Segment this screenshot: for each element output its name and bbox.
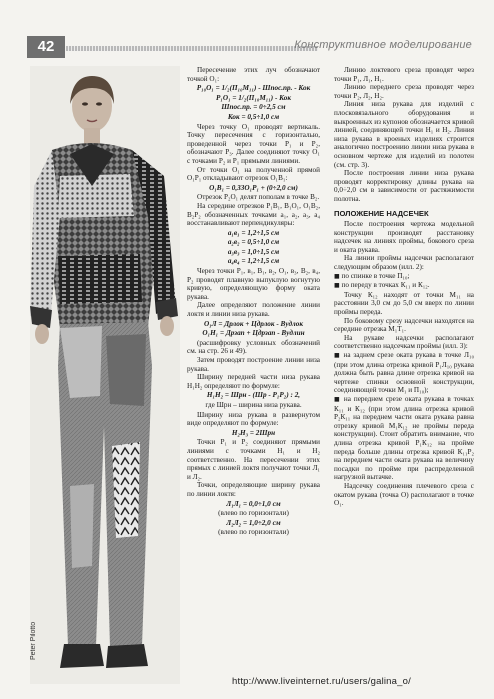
paragraph: Надсечку соединения плечевого среза с окатом рукава (точка О) располагают в точке О₁.: [334, 481, 474, 508]
paragraph: Пересечение этих луч обозначают точкой О₁:: [187, 66, 320, 83]
bullet-text: по спинке в точке П₁₀;: [341, 271, 410, 280]
paragraph: На рукаве надсечки располагают соответственно надсечкам проймы (илл. 3):: [334, 333, 474, 351]
paragraph: Отрезок Р₂О₁ делят пополам в точке В₂.: [197, 193, 320, 202]
paragraph: На середине отрезков Р₁В₁, В₁О₁, О₁В₂, В₂Р₂ обозначенных точками а₁, а₂, а₃, а₄ восстанавливают перпендикуляры:: [187, 201, 320, 228]
bullet-square-icon: ■: [334, 282, 340, 290]
page-number: 42: [27, 36, 65, 58]
text-column-left: [187, 66, 320, 538]
formula-note: (влево по горизонтали): [218, 509, 289, 518]
bullet-square-icon: ■: [334, 395, 341, 403]
bullet-item: [334, 272, 474, 282]
bullet-square-icon: ■: [334, 352, 341, 359]
paragraph: Затем проводят построение линии низа рукава.: [187, 356, 320, 373]
formula: Шпос.пр. = 0÷2,5 см: [221, 103, 286, 112]
photo-credit: Peter Pilotto: [30, 621, 37, 660]
formula-note: (влево по горизонтали): [218, 528, 289, 537]
formula: а₃в₃ = 1,0÷1,5 см: [227, 247, 280, 256]
section-heading: ПОЛОЖЕНИЕ НАДСЕЧЕК: [334, 208, 429, 218]
paragraph: Линия низа рукава для изделий с плосковязального оборудования и выкроенных из купонов обозначается кривой линией, соединяющей точки Н₁ и Н₂. Линия низа рукава в кроеных изделиях строится аналогично построению линии низа рукава в основном чертеже для изделий из полотен (см. стр. 3).: [334, 100, 474, 169]
paragraph: На линии проймы надсечки располагают следующим образом (илл. 2):: [334, 254, 474, 272]
formula: Н₁Н₂ = Шрн - (Шр - Р₁Р₂) : 2,: [206, 391, 301, 400]
paragraph: Точки Р₁ и Р₂ соединяют прямыми линиями с точками Н₁ и Н₂ соответственно. На пересечении этих прямых с линией локтя получают точки Л₁ и Л₂.: [187, 438, 320, 481]
paragraph: От точки О₁ на полученной прямой О₁Р₁ откладывают отрезок О₁В₁:: [187, 165, 320, 183]
bullet-text: на переднем срезе оката рукава в точках К₁₁ и К₁₂ (при этом длина отрезка кривой Р₂К₁₁ на переднем части оката рукава равна отрезку кривой М₁К₁₂ не проймы переда конструкции). Стоит обратить внимание, что длина отрезка кривой Р₁К₁₂ на пройме переда больше длины отрезка кривой К₁₁Р₂ на переднем части оката рукава на величину посадки по пройме при распределенной нагрузной вытачке.: [334, 394, 475, 482]
formula: Л₂Л₂ = 1,0÷2,0 см: [226, 518, 281, 527]
formula: Н₂Н₃ = 2Шрн: [231, 428, 276, 437]
section-title: Конструктивное моделирование: [294, 39, 472, 51]
formula: а₂в₂ = 0,5÷1,0 см: [227, 238, 280, 247]
bullet-text: по переду в точках К₁₁ и К₁₂.: [341, 281, 430, 290]
bullet-item: [334, 281, 474, 291]
formula: Кок = 0,5÷1,0 см: [227, 112, 280, 121]
paragraph: Через точку О₁ проводят вертикаль. Точку пересечения с горизонталью, проведенной через точки Р₁ и Р₂, обозначают Р₃. Далее соединяют точку О₁ с точками Р₂ и Р₁ прямыми линиями.: [187, 122, 320, 165]
paragraph: После построения чертежа модельной конструкции производят расстановку надсечек на линиях проймы, бокового среза и оката рукава.: [334, 220, 474, 254]
paragraph: Через точки Р₁, в₁, В₁, в₂, О₁, в₃, В₂, в₄, Р₂ проводят плавную выпуклую вогнутую кривую, определяющую форму оката рукава.: [187, 267, 320, 301]
source-url: http://www.liveinternet.ru/users/galina_o/: [232, 676, 411, 687]
bullet-square-icon: ■: [334, 272, 340, 280]
paragraph: Точку К₁₂ находят от точки М₁₁ на расстоянии 3,0 см до 5,0 см вверх по линии проймы переда.: [334, 290, 474, 317]
bullet-text: на заднем срезе оката рукава в точке Л₁₀ (при этом длина отрезка кривой Р₁Л₁₀ рукава должна быть равна длине отрезка кривой на чертеже спинки основной конструкции, соединяющей точки М₁ и П₁₀);: [334, 351, 474, 395]
paragraph: Линию локтевого среза проводят через точки Р₁, Л₁, Н₁.: [334, 66, 474, 83]
formula: О₁Н₁ = Дрзап + Цдрзап - Вудлин: [202, 329, 305, 338]
bullet-item: [334, 395, 474, 482]
formula: О₁В₁ = 0,33О₁Р₁ + (0÷2,0 см): [209, 183, 298, 192]
formula: а₁в₁ = 1,2÷1,5 см: [227, 228, 280, 237]
formula-note: где Шрн – ширина низа рукава.: [205, 400, 302, 409]
paragraph: Ширину низа рукава в развернутом виде определяют по формуле:: [187, 410, 320, 428]
paragraph: После построения линии низа рукава проводят корректировку длины рукава на 0,0÷2,0 см в зависимости от растяжимости полотна.: [334, 169, 474, 203]
formula: О₁Л = Дрлок + Цдрлок - Вудлок: [203, 319, 303, 328]
paragraph: (расшифровку условных обозначений см. на стр. 26 и 49).: [187, 338, 320, 356]
formula: Л₁Л₁ = 0,0÷1,0 см: [226, 499, 281, 508]
formula: Р₁₀О₁ = 1/₂(П₁₀М₁₁) - Шпос.пр. - Кок: [196, 84, 311, 93]
formula: Р₁О₁ = 1/₂(П₁₀М₁₁) - Кок: [216, 93, 291, 102]
paragraph: Линию переднего среза проводят через точки Р₂, Л₂, Н₂.: [334, 83, 474, 100]
paragraph: По боковому срезу надсечки находятся на середине отрезка М₁Т₁.: [334, 316, 474, 334]
paragraph: Точки, определяющие ширину рукава по линии локтя:: [187, 481, 320, 498]
formula: а₄в₄ = 1,2÷1,5 см: [227, 257, 280, 266]
text-column-right: [334, 66, 474, 508]
header-rule: [66, 46, 318, 51]
paragraph: Далее определяют положение линии локтя и линии низа рукава.: [187, 301, 320, 319]
paragraph: Ширину передней части низа рукава Н₁Н₂ определяют по формуле:: [187, 373, 320, 390]
fashion-photo: [30, 66, 180, 684]
bullet-item: [334, 351, 474, 395]
